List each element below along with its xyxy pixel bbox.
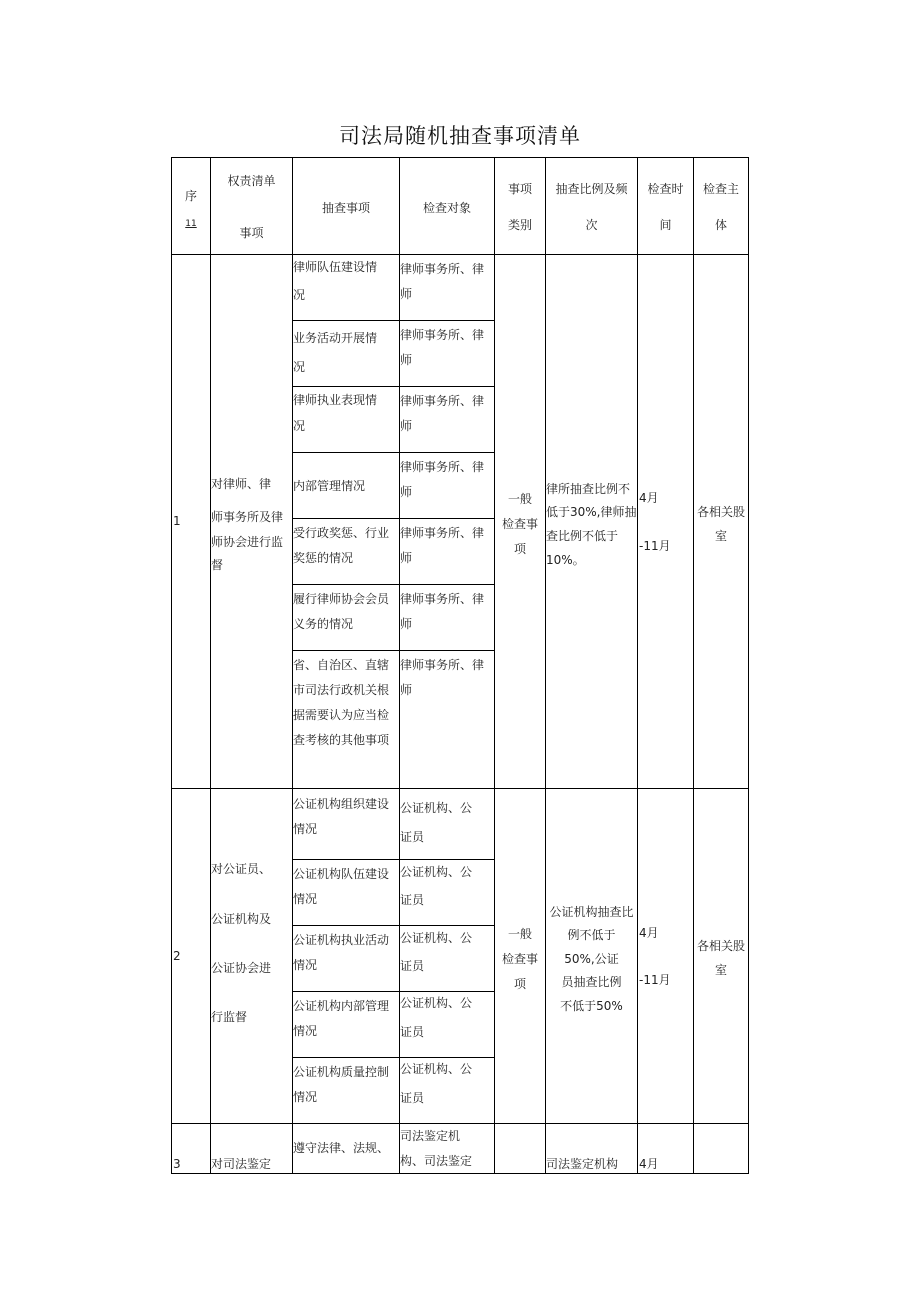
row1-ratio-line: 低于30%,律师抽 — [546, 505, 637, 519]
row1-item-line: 奖惩的情况 — [293, 551, 354, 565]
table-line — [545, 157, 546, 1174]
row1-target-line: 律师事务所、律 — [400, 328, 485, 342]
row2-target-line: 公证机构、公 — [400, 801, 473, 815]
table-line — [693, 157, 694, 1174]
row1-target-line: 师 — [400, 287, 413, 301]
header-type-line: 类别 — [507, 218, 532, 232]
header-ratio-line: 抽查比例及频 — [555, 182, 628, 196]
header-subject-line: 体 — [714, 218, 727, 232]
row2-power-line: 行监督 — [211, 1010, 248, 1024]
row1-seq: 1 — [173, 514, 181, 528]
header-target: 检查对象 — [422, 201, 471, 215]
header-seq: 序 — [184, 189, 197, 203]
row1-ratio-line: 律所抽查比例不 — [546, 482, 631, 496]
row2-target-line: 公证机构、公 — [400, 931, 473, 945]
row2-item-line: 情况 — [293, 822, 318, 836]
row2-time-line: 4月 — [639, 926, 659, 940]
row1-item-line: 义务的情况 — [293, 617, 354, 631]
row1-item-line: 内部管理情况 — [293, 479, 366, 493]
row2-item-line: 情况 — [293, 892, 318, 906]
row1-item-line: 况 — [293, 288, 306, 302]
row2-ratio-line: 公证机构抽查比 — [549, 905, 634, 919]
row2-target-line: 证员 — [400, 1025, 425, 1039]
row1-target-line: 律师事务所、律 — [400, 262, 485, 276]
table-line — [494, 157, 495, 1174]
row3-time-line: 4月 — [639, 1157, 659, 1171]
row1-item-line: 况 — [293, 360, 306, 374]
row1-subject-line: 各相关股 — [696, 505, 745, 519]
table-line — [292, 650, 494, 651]
row1-type-line: 一般 — [507, 492, 532, 506]
row2-item-line: 公证机构质量控制 — [293, 1065, 390, 1079]
row1-ratio-line: 10%。 — [546, 553, 585, 567]
row3-ratio-line: 司法鉴定机构 — [546, 1157, 619, 1171]
row1-target-line: 师 — [400, 419, 413, 433]
header-time-line: 间 — [659, 218, 672, 232]
row1-type-line: 项 — [513, 542, 526, 556]
table-line — [292, 320, 494, 321]
table-line — [748, 157, 749, 1174]
page-title: 司法局随机抽查事项清单 — [339, 124, 581, 148]
row2-target-line: 公证机构、公 — [400, 865, 473, 879]
row3-seq: 3 — [173, 1157, 181, 1171]
row1-target-line: 律师事务所、律 — [400, 526, 485, 540]
row1-item-line: 受行政奖惩、行业 — [293, 526, 390, 540]
row2-ratio-line: 不低于50% — [560, 999, 623, 1013]
header-power-line: 权责清单 — [227, 174, 276, 188]
row2-time-line: -11月 — [639, 973, 671, 987]
row1-target-line: 律师事务所、律 — [400, 658, 485, 672]
row1-subject-line: 室 — [714, 529, 727, 543]
table-line — [292, 452, 494, 453]
row3-target-line: 司法鉴定机 — [400, 1129, 461, 1143]
row1-item-line: 律师执业表现情 — [293, 393, 378, 407]
header-subject-line: 检查主 — [702, 182, 739, 196]
row2-item-line: 情况 — [293, 1024, 318, 1038]
row2-ratio-line: 50%,公证 — [564, 952, 619, 966]
row1-target-line: 律师事务所、律 — [400, 460, 485, 474]
row2-item-line: 情况 — [293, 958, 318, 972]
row2-ratio-line: 员抽查比例 — [561, 975, 622, 989]
row2-target-line: 证员 — [400, 1091, 425, 1105]
row2-power-line: 对公证员、 — [211, 862, 272, 876]
row1-type-line: 检查事 — [501, 517, 538, 531]
row1-item-line: 业务活动开展情 — [293, 331, 378, 345]
table-line — [292, 584, 494, 585]
row1-target-line: 师 — [400, 485, 413, 499]
table-line — [637, 157, 638, 1174]
row3-item-line: 遵守法律、法规、 — [293, 1141, 390, 1155]
table-line — [292, 518, 494, 519]
row1-target-line: 师 — [400, 551, 413, 565]
row3-target-line: 构、司法鉴定 — [400, 1154, 473, 1168]
row2-target-line: 证员 — [400, 830, 425, 844]
row1-power-line: 对律师、律 — [211, 477, 272, 491]
row1-ratio-line: 查比例不低于 — [546, 529, 619, 543]
row2-target-line: 公证机构、公 — [400, 1062, 473, 1076]
row1-target-line: 师 — [400, 353, 413, 367]
row1-item-line: 况 — [293, 419, 306, 433]
row1-power-line: 师事务所及律 — [211, 510, 284, 524]
table-line — [171, 157, 172, 1174]
row2-type-line: 检查事 — [501, 952, 538, 966]
row2-target-line: 证员 — [400, 893, 425, 907]
row1-power-line: 督 — [211, 558, 224, 572]
row1-target-line: 律师事务所、律 — [400, 394, 485, 408]
row2-ratio-line: 例不低于 — [567, 928, 616, 942]
table-line — [171, 254, 749, 255]
row2-subject-line: 各相关股 — [696, 939, 745, 953]
row2-item-line: 公证机构组织建设 — [293, 797, 390, 811]
row2-target-line: 公证机构、公 — [400, 996, 473, 1010]
row1-item-line: 市司法行政机关根 — [293, 683, 390, 697]
table-line — [171, 157, 749, 158]
row2-item-line: 公证机构执业活动 — [293, 933, 390, 947]
table-line — [171, 788, 749, 789]
row1-item-line: 省、自治区、直辖 — [293, 658, 390, 672]
row2-power-line: 公证机构及 — [211, 912, 272, 926]
header-seq-note: 11 — [185, 219, 197, 229]
row1-time-line: 4月 — [639, 491, 659, 505]
row1-time-line: -11月 — [639, 539, 671, 553]
row1-target-line: 师 — [400, 617, 413, 631]
row1-item-line: 据需要认为应当检 — [293, 708, 390, 722]
row2-subject-line: 室 — [714, 963, 727, 977]
header-power-line: 事项 — [239, 226, 264, 240]
row1-item-line: 律师队伍建设情 — [293, 260, 378, 274]
row1-power-line: 师协会进行监 — [211, 535, 284, 549]
row1-target-line: 师 — [400, 683, 413, 697]
row3-power-line: 对司法鉴定 — [211, 1157, 272, 1171]
row2-item-line: 公证机构队伍建设 — [293, 867, 390, 881]
header-type-line: 事项 — [507, 182, 532, 196]
header-ratio-line: 次 — [585, 218, 598, 232]
row1-target-line: 律师事务所、律 — [400, 592, 485, 606]
row2-item-line: 情况 — [293, 1090, 318, 1104]
row2-seq: 2 — [173, 949, 181, 963]
row2-item-line: 公证机构内部管理 — [293, 999, 390, 1013]
row2-power-line: 公证协会进 — [211, 961, 272, 975]
row2-type-line: 一般 — [507, 927, 532, 941]
row2-type-line: 项 — [513, 977, 526, 991]
row1-item-line: 查考核的其他事项 — [293, 733, 390, 747]
header-item: 抽查事项 — [321, 201, 370, 215]
row1-item-line: 履行律师协会会员 — [293, 592, 390, 606]
header-time-line: 检查时 — [647, 182, 684, 196]
row2-target-line: 证员 — [400, 959, 425, 973]
